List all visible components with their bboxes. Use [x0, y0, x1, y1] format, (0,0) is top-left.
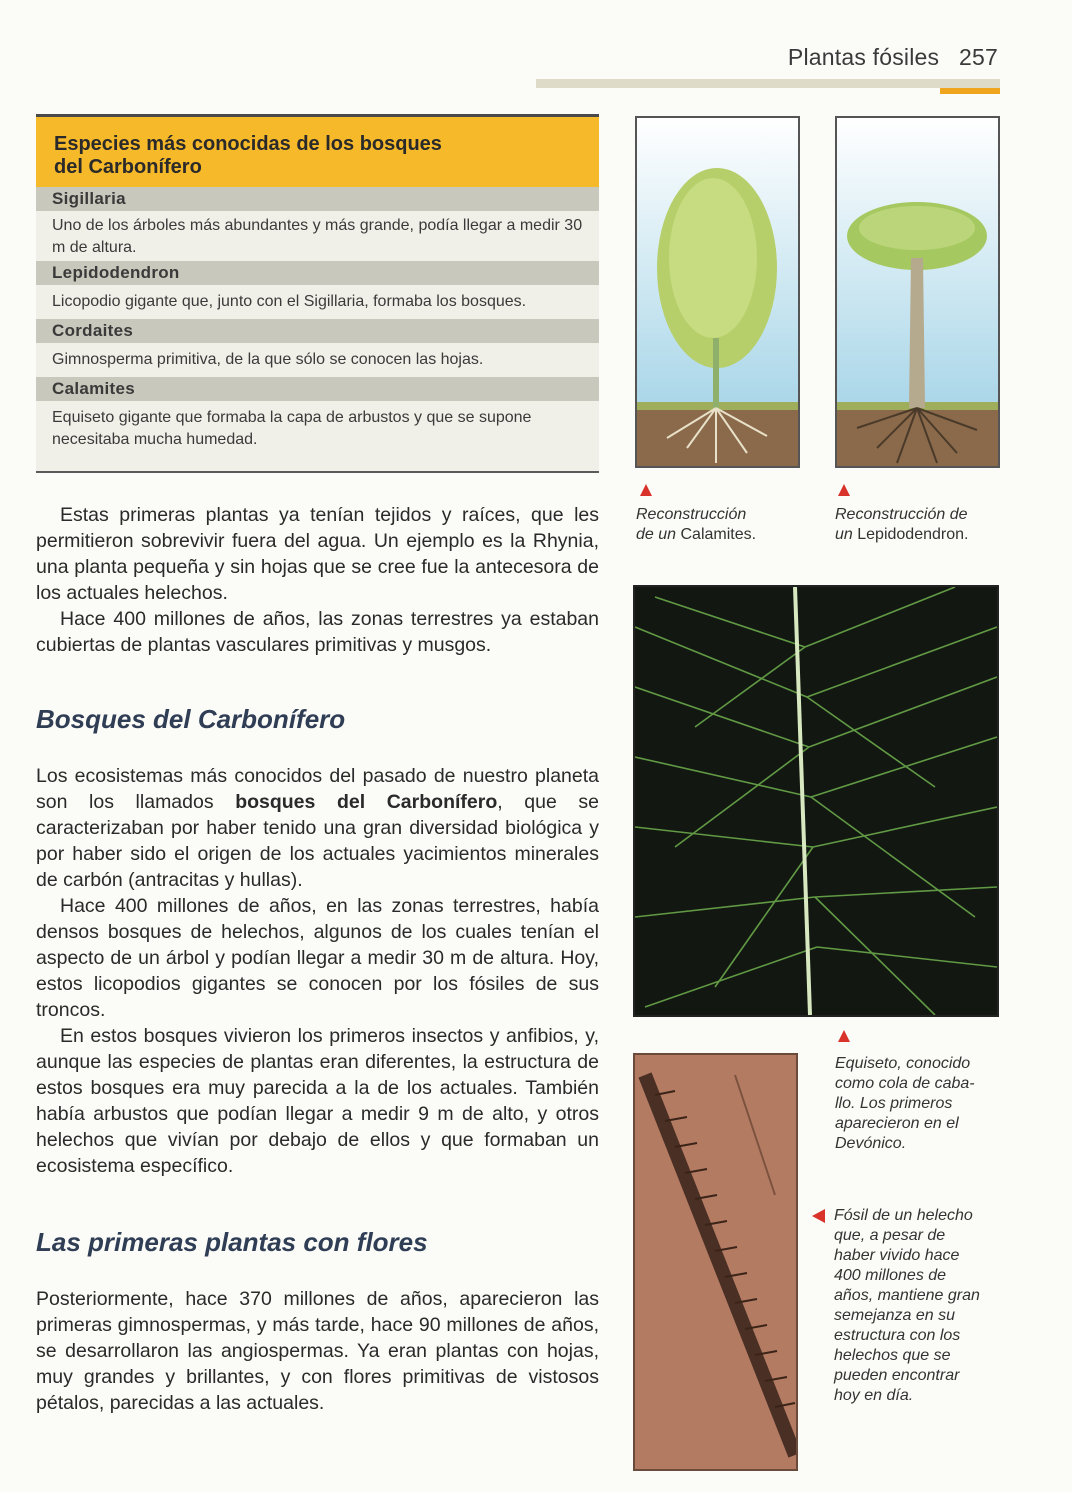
section-title-flores: Las primeras plantas con flores [36, 1227, 428, 1257]
caption-equiseto-line: aparecieron en el [835, 1115, 959, 1132]
caption-fosil-line: helechos que se [834, 1347, 951, 1364]
caption-lepido-line2b: Lepidodendron. [857, 526, 969, 543]
section1-paragraph-3: En estos bosques vivieron los primeros insectos y anfibios, y, aunque las especies de plantas eran diferentes, la estructura de estos bosques era muy parecida a la de los actuales. También había arbustos que podían llegar a medir 9 m de alto, y otros helechos que vivían por debajo de ellos y que formaban un ecosistema específico. [36, 1025, 599, 1177]
lepidodendron-tree-icon [837, 118, 998, 466]
caption-arrow-icon [812, 1209, 825, 1223]
caption-calamites-line1: Reconstrucción [636, 506, 747, 523]
section1-p1-text-a: Los ecosistemas más conocidos del pasado de nuestro planeta son los llamados [36, 765, 599, 813]
caption-lepido-line2a: un [835, 526, 853, 543]
caption-fosil-line: semejanza en su [834, 1307, 955, 1324]
species-name-cordaites: Cordaites [36, 319, 599, 343]
species-desc-cordaites: Gimnosperma primitiva, de la que sólo se conocen las hojas. [52, 351, 484, 368]
header-rule-accent [940, 88, 1000, 94]
section-title-carbonifero: Bosques del Carbonífero [36, 704, 346, 734]
species-title-line1: Especies más conocidas de los bosques [54, 133, 442, 155]
species-desc-sigillaria: Uno de los árboles más abundantes y más grande, podía llegar a medir 30 m de altura. [52, 217, 583, 256]
species-desc-lepidodendron: Licopodio gigante que, junto con el Sigillaria, formaba los bosques. [52, 293, 527, 310]
horsetail-plant-icon [635, 587, 997, 1015]
section1-paragraph-1 [36, 763, 599, 893]
caption-equiseto-line: llo. Los primeros [835, 1095, 953, 1112]
equiseto-photo [633, 585, 999, 1017]
caption-equiseto [835, 1054, 975, 1154]
caption-fosil-line: estructura con los [834, 1327, 961, 1344]
caption-calamites [636, 505, 756, 545]
caption-fosil [834, 1206, 980, 1406]
section1-paragraph-2: Hace 400 millones de años, en las zonas terrestres, había densos bosques de helechos, algunos de los cuales tenían el aspecto de un árbol y podían llegar a medir 30 m de altura. Hoy, estos licopodios gigantes se conocen por los fósiles de sus troncos. [36, 895, 599, 1021]
caption-fosil-line: hoy en día. [834, 1387, 914, 1404]
page-header [788, 44, 998, 71]
species-desc-calamites: Equiseto gigante que formaba la capa de arbustos y que se supone necesitaba mucha humedad. [52, 409, 532, 448]
caption-calamites-line2a: de un [636, 526, 677, 543]
calamites-tree-icon [637, 118, 798, 466]
caption-fosil-line: 400 millones de [834, 1267, 947, 1284]
caption-equiseto-line: Devónico. [835, 1135, 907, 1152]
caption-arrow-icon [838, 484, 850, 496]
species-name-calamites: Calamites [36, 377, 599, 401]
caption-fosil-line: Fósil de un helecho [834, 1207, 973, 1224]
header-rule [536, 79, 1000, 88]
species-title-line2: del Carbonífero [54, 156, 202, 178]
caption-arrow-icon [838, 1030, 850, 1042]
species-box-title [36, 117, 599, 187]
caption-equiseto-line: Equiseto, conocido [835, 1055, 971, 1072]
header-title: Plantas fósiles [787, 44, 940, 70]
species-box [36, 114, 599, 473]
species-name-lepidodendron: Lepidodendron [36, 261, 599, 285]
lepidodendron-illustration [835, 116, 1000, 468]
section2-paragraph-1: Posteriormente, hace 370 millones de años, aparecieron las primeras gimnospermas, y más tarde, hace 90 millones de años, se desarrollaron las angiospermas. Ya eran plantas con hojas, muy grandes y brillantes, y con flores primitivas de vistosos pétalos, parecidas a las actuales. [36, 1288, 599, 1414]
caption-fosil-line: haber vivido hace [834, 1247, 960, 1264]
fern-fossil-icon [635, 1055, 796, 1469]
caption-calamites-line2b: Calamites. [680, 526, 757, 543]
caption-fosil-line: años, mantiene gran [834, 1287, 980, 1304]
caption-arrow-icon [640, 484, 652, 496]
caption-equiseto-line: como cola de caba- [835, 1075, 975, 1092]
calamites-illustration [635, 116, 800, 468]
caption-lepidodendron [835, 505, 968, 545]
section1-p1-text-b: , que se caracterizaban por haber tenido una gran diversidad biológica y por haber sido el origen de los actuales yacimientos minerales de carbón (antracitas y hullas). [36, 791, 599, 891]
page-number: 257 [959, 44, 998, 70]
species-name-sigillaria: Sigillaria [36, 187, 599, 211]
section1-p1-bold: bosques del Carbonífero [235, 791, 498, 813]
intro-paragraph-1: Estas primeras plantas ya tenían tejidos y raíces, que les permitieron sobrevivir fuera del agua. Un ejemplo es la Rhynia, una planta pequeña y sin hojas que se cree fue la antecesora de los actuales helechos. [36, 504, 599, 604]
caption-fosil-line: que, a pesar de [834, 1227, 946, 1244]
fossil-photo [633, 1053, 798, 1471]
intro-paragraph-2: Hace 400 millones de años, las zonas terrestres ya estaban cubiertas de plantas vasculares primitivas y musgos. [36, 608, 599, 656]
caption-lepido-line1: Reconstrucción de [835, 506, 968, 523]
caption-fosil-line: pueden encontrar [834, 1367, 960, 1384]
